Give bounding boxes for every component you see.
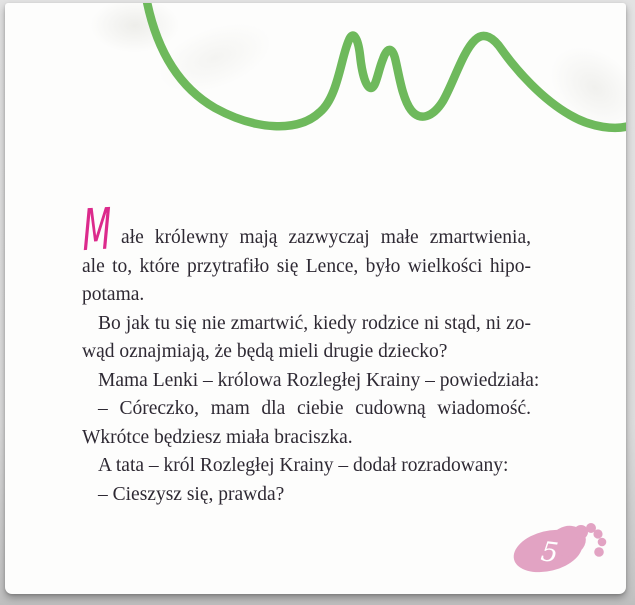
story-line-2: ale to, które przytrafiło się Lence, było wielkości hipo- (82, 255, 531, 277)
story-line-3: potama. (82, 284, 145, 305)
green-squiggle-decoration (5, 3, 626, 150)
page-number: 5 (539, 536, 560, 570)
story-line-4: Bo jak tu się nie zmartwić, kiedy rodzice ni stąd, ni zo- (98, 312, 531, 334)
story-line-6: Mama Lenki – królowa Rozległej Krainy – powiedziała: (98, 369, 540, 391)
story-line-7: – Córeczko, mam dla ciebie cudowną wiadomość. (98, 398, 531, 419)
story-line-1: ałe królewny mają zazwyczaj małe zmartwienia, (121, 227, 531, 248)
story-line-9: A tata – król Rozległej Krainy – dodał rozradowany: (98, 455, 509, 476)
story-line-10: – Cieszysz się, prawda? (98, 483, 285, 505)
book-page (5, 3, 626, 594)
story-text-block (82, 224, 540, 509)
dropcap-letter: M (81, 196, 113, 265)
baby-footprint-page-marker (502, 514, 622, 590)
story-line-8: Wkrótce będziesz miała braciszka. (82, 426, 353, 448)
story-line-5: wąd oznajmiają, że będą mieli drugie dziecko? (82, 341, 448, 362)
